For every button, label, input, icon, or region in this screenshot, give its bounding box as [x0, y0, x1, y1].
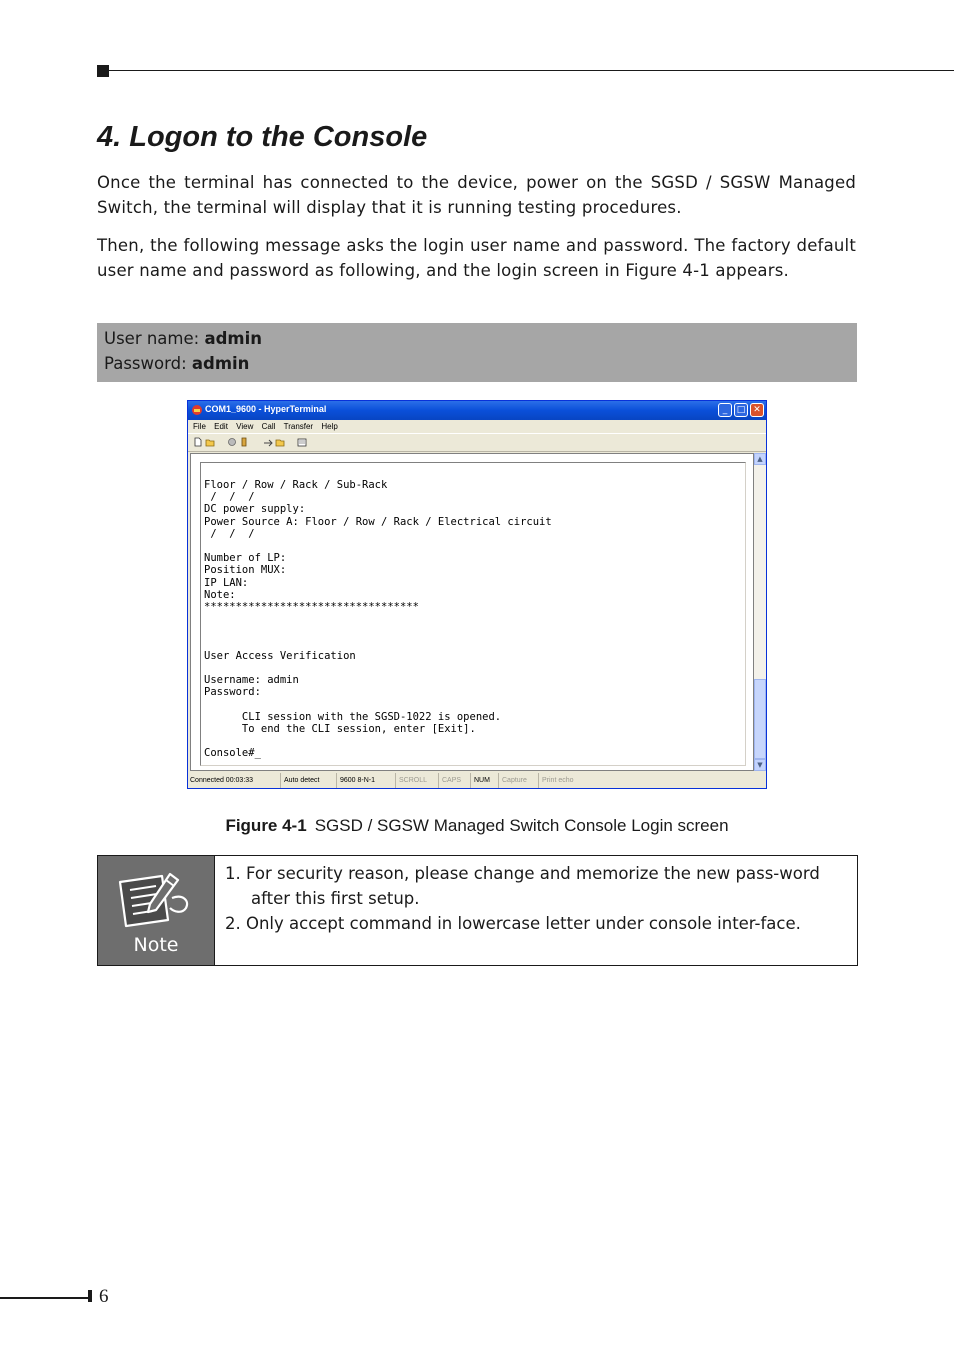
menu-edit[interactable]: Edit: [214, 422, 228, 431]
terminal-line: Console#_: [204, 747, 261, 760]
hyperterminal-icon: [191, 404, 203, 416]
page-number: 6: [99, 1286, 109, 1307]
status-bar: [188, 773, 766, 788]
username-line: [104, 326, 850, 351]
terminal-line: DC power supply:: [204, 503, 306, 516]
terminal-line: Number of LP:: [204, 552, 287, 565]
note-box: [97, 855, 858, 966]
terminal-line: Username: admin: [204, 674, 299, 687]
connect-icon[interactable]: [239, 437, 249, 447]
status-settings: 9600 8-N-1: [336, 773, 375, 788]
send-icon[interactable]: [263, 437, 273, 447]
new-icon[interactable]: [193, 437, 203, 447]
status-detect: Auto detect: [280, 773, 319, 788]
password-label: Password:: [104, 354, 192, 373]
login-paragraph: Then, the following message asks the login user name and password. The factory default user name and password as following, and the login screen in Figure 4-1 appears.: [97, 236, 856, 280]
menu-bar: [188, 420, 766, 433]
terminal-frame: [200, 462, 746, 766]
figure-caption-text: SGSD / SGSW Managed Switch Console Login screen: [314, 816, 729, 835]
open-icon[interactable]: [205, 437, 215, 447]
vertical-scrollbar[interactable]: [754, 453, 766, 771]
note-panel: [98, 856, 215, 965]
password-line: [104, 351, 850, 376]
note-label: Note: [133, 934, 179, 956]
header-rule: [109, 70, 954, 71]
footer-rule: [0, 1297, 88, 1299]
username-label: User name:: [104, 329, 205, 348]
section-heading: 4. Logon to the Console: [97, 121, 428, 153]
scroll-up-icon[interactable]: ▲: [754, 453, 766, 465]
terminal-line: Position MUX:: [204, 564, 287, 577]
minimize-button[interactable]: _: [718, 403, 732, 417]
terminal-line: CLI session with the SGSD-1022 is opened.: [204, 710, 502, 723]
menu-view[interactable]: View: [236, 422, 254, 431]
disconnect-icon[interactable]: [227, 437, 237, 447]
note-item: 2. Only accept command in lowercase letter under console inter-face.: [225, 914, 801, 933]
note-item: 1. For security reason, please change and memorize the new pass-word after this first setup.: [225, 864, 820, 908]
scroll-down-icon[interactable]: ▼: [754, 759, 766, 771]
window-title: COM1_9600 - HyperTerminal: [205, 404, 327, 414]
status-caps: CAPS: [438, 773, 461, 788]
note-pen-icon: [112, 868, 196, 932]
terminal-line: / / /: [204, 527, 255, 540]
status-print-echo: Print echo: [538, 773, 574, 788]
window-titlebar[interactable]: [188, 401, 766, 420]
terminal-line: User Access Verification: [204, 649, 356, 662]
terminal-area[interactable]: [190, 453, 754, 771]
status-scroll: SCROLL: [395, 773, 427, 788]
terminal-line: To end the CLI session, enter [Exit].: [204, 723, 476, 736]
terminal-line: / / /: [204, 491, 255, 504]
credentials-box: [97, 323, 857, 382]
maximize-button[interactable]: □: [734, 403, 748, 417]
properties-icon[interactable]: [297, 437, 307, 447]
status-connected: Connected 00:03:33: [190, 777, 254, 784]
terminal-line: Note:: [204, 588, 236, 601]
terminal-line: **********************************: [204, 601, 419, 614]
figure-label: Figure 4-1: [225, 816, 307, 835]
terminal-line: Floor / Row / Rack / Sub-Rack: [204, 479, 388, 491]
menu-call[interactable]: Call: [261, 422, 276, 431]
status-num: NUM: [470, 773, 490, 788]
header-square: [97, 65, 109, 77]
password-value: admin: [191, 354, 250, 373]
terminal-line: IP LAN:: [204, 576, 249, 589]
status-capture: Capture: [498, 773, 527, 788]
footer-mark: [88, 1290, 92, 1302]
scroll-thumb[interactable]: [754, 679, 766, 759]
menu-help[interactable]: Help: [321, 422, 338, 431]
menu-transfer[interactable]: Transfer: [283, 422, 314, 431]
menu-file[interactable]: File: [193, 422, 206, 431]
terminal-output: [204, 479, 742, 760]
figure-caption: [0, 816, 954, 836]
terminal-line: Power Source A: Floor / Row / Rack / Electrical circuit: [204, 515, 552, 528]
hyperterminal-window: [187, 400, 767, 789]
receive-icon[interactable]: [275, 437, 285, 447]
username-value: admin: [204, 329, 262, 348]
close-button[interactable]: ✕: [750, 403, 764, 417]
note-list: [225, 861, 842, 936]
intro-paragraph: Once the terminal has connected to the device, power on the SGSD / SGSW Managed Switch, the terminal will display that it is running testing procedures.: [97, 173, 856, 217]
toolbar: [188, 433, 766, 452]
terminal-line: Password:: [204, 686, 261, 699]
